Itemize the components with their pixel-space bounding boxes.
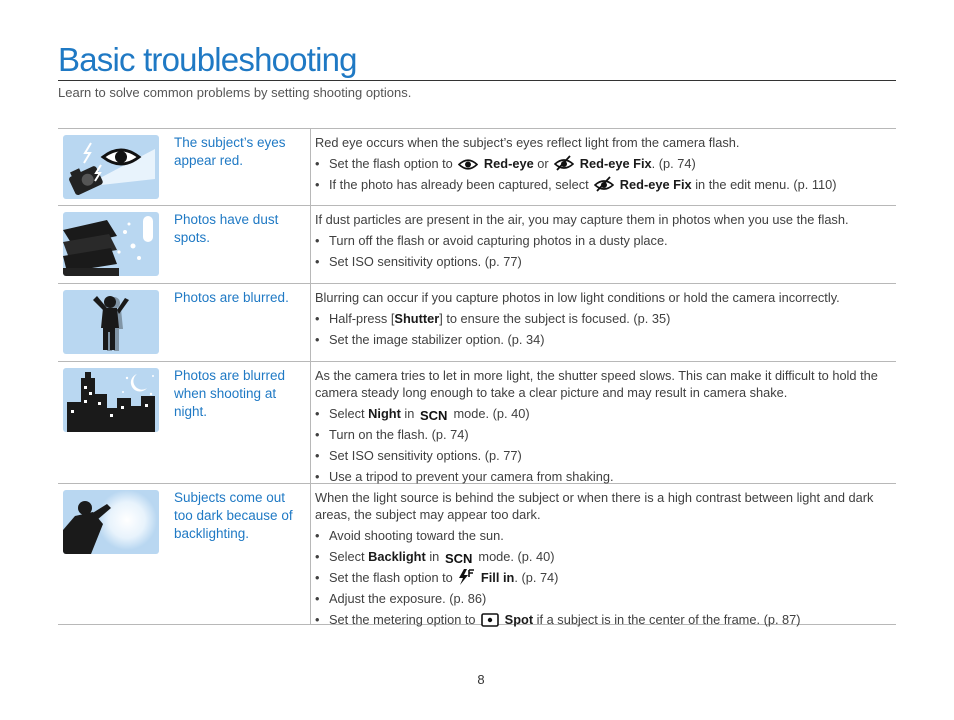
solution-intro: If dust particles are present in the air, you may capture them in photos when you use the flash. [315, 212, 849, 227]
spot-metering-icon [481, 613, 499, 627]
solution-intro: As the camera tries to let in more light, the shutter speed slows. This can make it difficult to hold the camera steady long enough to take a clear picture and may result in camera shake. [315, 368, 878, 400]
list-item: • Select Night in SCN mode. (p. 40) [315, 405, 884, 422]
solution-list [315, 232, 884, 270]
svg-text:SCN: SCN [444, 551, 473, 564]
problem-label: Photos are blurred when shooting at night. [174, 368, 286, 419]
night-city-illustration [63, 368, 159, 432]
backlight-illustration [63, 490, 159, 554]
solution-list [315, 405, 884, 485]
problem-cell [58, 206, 311, 283]
table-row [58, 206, 896, 284]
troubleshooting-table [58, 128, 896, 625]
solution-cell [311, 206, 896, 283]
solution-cell [311, 129, 896, 205]
eye-icon [458, 158, 478, 171]
table-row [58, 484, 896, 625]
problem-label: Photos are blurred. [174, 290, 289, 305]
list-item: • If the photo has already been captured, select Red-eye Fix in the edit menu. (p. 110) [315, 176, 884, 193]
solution-cell [311, 284, 896, 361]
solution-list [315, 527, 884, 628]
blurred-person-illustration [63, 290, 159, 354]
list-item: • Set the metering option to Spot if a subject is in the center of the frame. (p. 87) [315, 611, 884, 628]
problem-label: Photos have dust spots. [174, 212, 279, 245]
solution-intro: Blurring can occur if you capture photos in low light conditions or hold the camera incorrectly. [315, 290, 840, 305]
list-item: • Set the image stabilizer option. (p. 34) [315, 331, 884, 348]
page-title: Basic troubleshooting [58, 40, 896, 81]
list-item: • Turn on the flash. (p. 74) [315, 426, 884, 443]
problem-cell [58, 284, 311, 361]
solution-list [315, 155, 884, 193]
eye-fix-icon [594, 176, 614, 192]
problem-cell [58, 362, 311, 483]
list-item: • Adjust the exposure. (p. 86) [315, 590, 884, 607]
scn-mode-icon [420, 408, 448, 421]
dust-spots-illustration [63, 212, 159, 276]
list-item: • Avoid shooting toward the sun. [315, 527, 884, 544]
table-row [58, 129, 896, 206]
list-item: • Half-press [Shutter] to ensure the subject is focused. (p. 35) [315, 310, 884, 327]
red-eye-illustration [63, 135, 159, 199]
scn-mode-icon [445, 551, 473, 564]
list-item: • Set the flash option to Fill in. (p. 74) [315, 569, 884, 586]
solution-cell [311, 362, 896, 483]
problem-cell [58, 484, 311, 624]
list-item: • Turn off the flash or avoid capturing photos in a dusty place. [315, 232, 884, 249]
list-item: • Set ISO sensitivity options. (p. 77) [315, 253, 884, 270]
solution-intro: Red eye occurs when the subject’s eyes reflect light from the camera flash. [315, 135, 740, 150]
list-item: • Set ISO sensitivity options. (p. 77) [315, 447, 884, 464]
solution-cell [311, 484, 896, 627]
problem-label: The subject’s eyes appear red. [174, 135, 286, 168]
table-row [58, 284, 896, 362]
problem-label: Subjects come out too dark because of backlighting. [174, 490, 293, 541]
page-subtitle: Learn to solve common problems by setting shooting options. [58, 85, 412, 100]
solution-list [315, 310, 884, 348]
list-item: • Set the flash option to Red-eye or Red-eye Fix. (p. 74) [315, 155, 884, 172]
table-row [58, 362, 896, 484]
solution-intro: When the light source is behind the subject or when there is a high contrast between light and dark areas, the subject may appear too dark. [315, 490, 874, 522]
list-item: • Select Backlight in SCN mode. (p. 40) [315, 548, 884, 565]
list-item: • Use a tripod to prevent your camera from shaking. [315, 468, 884, 485]
flash-fill-icon [458, 569, 475, 585]
page-number: 8 [477, 672, 485, 687]
eye-fix-icon [554, 155, 574, 171]
svg-text:SCN: SCN [419, 408, 448, 421]
problem-cell [58, 129, 311, 205]
